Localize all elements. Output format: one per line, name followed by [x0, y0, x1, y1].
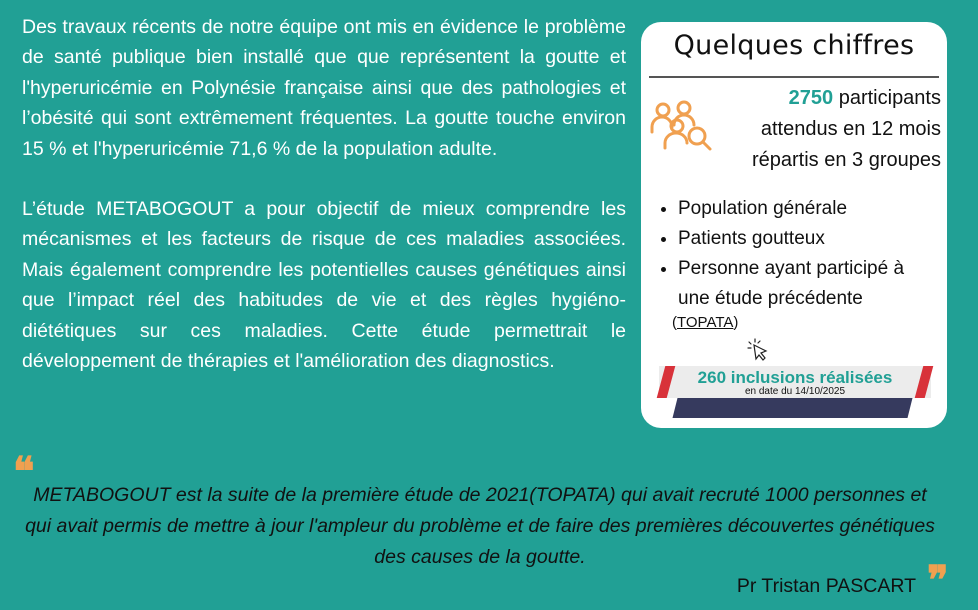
close-quote-icon: ❞: [927, 557, 949, 604]
inclusions-date: en date du 14/10/2025: [744, 386, 846, 397]
participants-number: 2750: [788, 87, 834, 109]
topata-reference: [672, 314, 738, 331]
participants-duration: attendus en 12 mois: [760, 118, 941, 140]
open-quote-icon: ❝: [13, 448, 35, 495]
groups-list: [657, 194, 904, 314]
topata-open-paren: (: [672, 314, 677, 331]
participants-summary: [701, 83, 941, 176]
group-item: Population générale: [657, 194, 904, 224]
group-item-continuation: une étude précédente: [678, 288, 863, 309]
group-item: Patients goutteux: [657, 224, 904, 254]
participants-groups: répartis en 3 groupes: [751, 149, 941, 171]
quote-author: Pr Tristan PASCART: [736, 575, 916, 597]
participants-label: participants: [833, 87, 941, 109]
inclusions-count: 260 inclusions réalisées: [697, 368, 893, 387]
cursor-click-icon: [747, 338, 769, 362]
group-item: Personne ayant participé à: [657, 254, 904, 284]
intro-paragraph-1: Des travaux récents de notre équipe ont mis en évidence le problème de santé publique bien installé que que représentent la goutte et l'hyperuricémie en Polynésie française ainsi que des pathologies et l’obésité qui sont extrêmement fréquentes. La goutte touche environ 15 % et l'hyperuricémie 71,6 % de la population adulte.: [22, 16, 626, 160]
topata-close-paren: ): [733, 314, 739, 331]
intro-text: [22, 12, 626, 376]
card-title: Quelques chiffres: [673, 30, 915, 61]
key-figures-card: [641, 22, 947, 428]
intro-paragraph-2: L’étude METABOGOUT a pour objectif de mieux comprendre les mécanismes et les facteurs de risque de ces maladies associées. Mais également comprendre les potentielles causes génétiques ainsi que l’impact réel des habitudes de vie et des règles hygiéno-diététiques sur ces maladies. Cette étude permettrait le développement de thérapies et l'amélioration des diagnostics.: [22, 198, 626, 373]
banner-bar: [673, 398, 913, 418]
topata-link[interactable]: TOPATA: [677, 314, 734, 331]
quote-text: METABOGOUT est la suite de la première étude de 2021(TOPATA) qui avait recruté 1000 personnes et qui avait permis de mettre à jour l'ampleur du problème et de faire des premières découvertes génétiques des causes de la goutte.: [25, 484, 935, 568]
title-divider: [649, 76, 939, 78]
inclusions-banner: [659, 366, 931, 398]
